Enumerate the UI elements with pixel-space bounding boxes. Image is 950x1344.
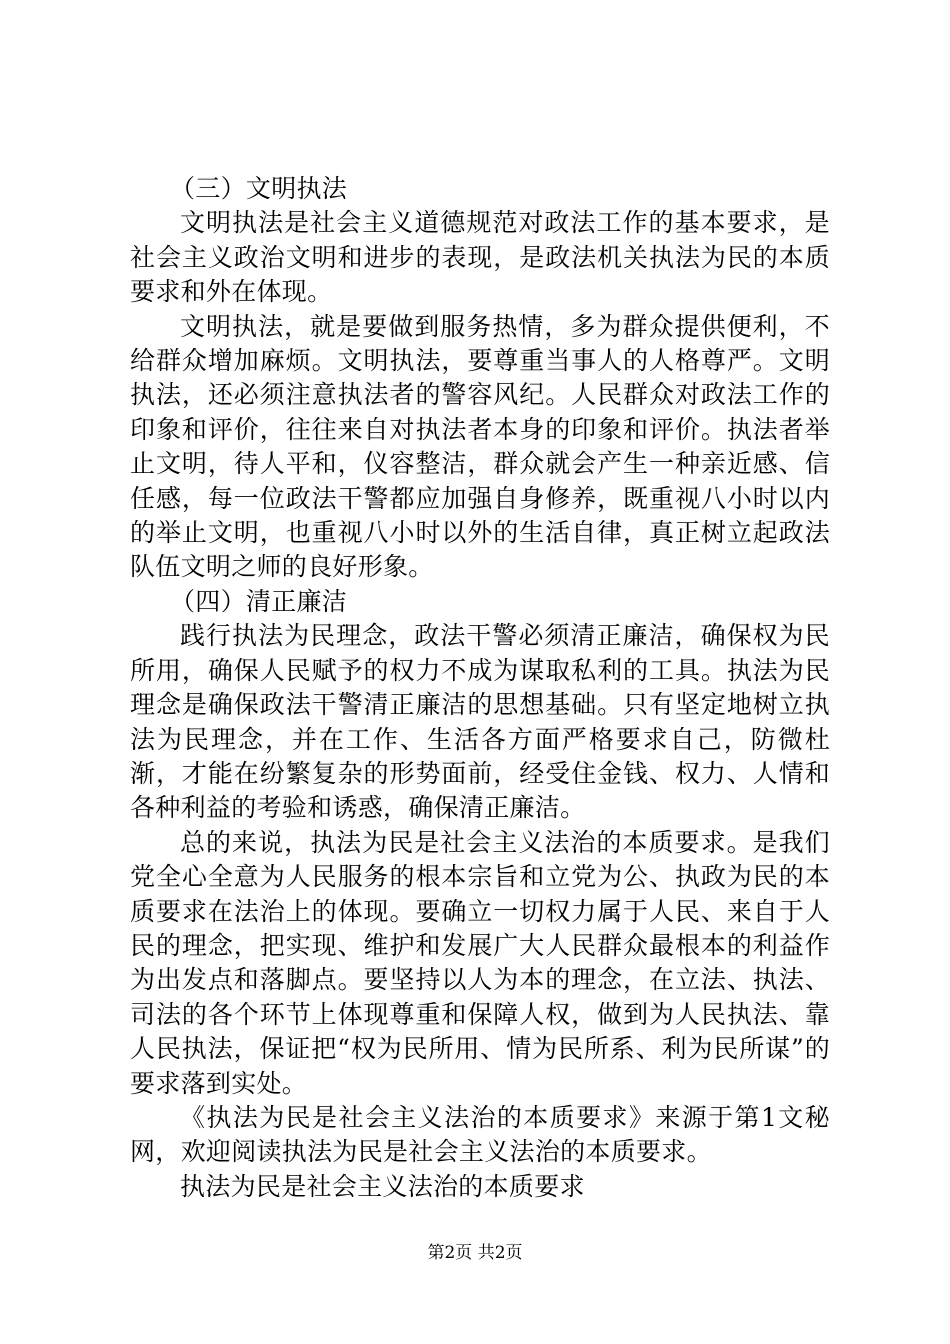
paragraph-civilized-enforcement-details: 文明执法，就是要做到服务热情，多为群众提供便利，不给群众增加麻烦。文明执法，要尊重当事人的人格尊严。文明执法，还必须注意执法者的警容风纪。人民群众对政法工作的印象和评价，往往来自对执法者本身的印象和评价。执法者举止文明，待人平和，仪容整洁，群众就会产生一种亲近感、信任感，每一位政法干警都应加强自身修养，既重视八小时以内的举止文明，也重视八小时以外的生活自律，真正树立起政法队伍文明之师的良好形象。 (130, 311, 830, 582)
section-heading-civilized-enforcement: （三）文明执法 (170, 174, 348, 203)
page-number-footer: 第2页 共2页 (427, 1243, 523, 1263)
paragraph-summary: 总的来说，执法为民是社会主义法治的本质要求。是我们党全心全意为人民服务的根本宗旨和立党为公、执政为民的本质要求在法治上的体现。要确立一切权力属于人民、来自于人民的理念，把实现、维护和发展广大人民群众最根本的利益作为出发点和落脚点。要坚持以人为本的理念，在立法、执法、司法的各个环节上体现尊重和保障人权，做到为人民执法、靠人民执法，保证把“权为民所用、情为民所系、利为民所谋”的要求落到实处。 (130, 827, 830, 1098)
paragraph-civilized-enforcement-definition: 文明执法是社会主义道德规范对政法工作的基本要求，是社会主义政治文明和进步的表现，是政法机关执法为民的本质要求和外在体现。 (130, 208, 830, 307)
document-body (130, 172, 830, 1204)
paragraph-closing-title: 执法为民是社会主义法治的本质要求 (180, 1171, 585, 1201)
section-heading-integrity: （四）清正廉洁 (170, 586, 348, 616)
paragraph-source-note: 《执法为民是社会主义法治的本质要求》来源于第1文秘网，欢迎阅读执法为民是社会主义法治的本质要求。 (130, 1102, 830, 1167)
paragraph-integrity: 践行执法为民理念，政法干警必须清正廉洁，确保权为民所用，确保人民赋予的权力不成为谋取私利的工具。执法为民理念是确保政法干警清正廉洁的思想基础。只有坚定地树立执法为民理念，并在工作、生活各方面严格要求自己，防微杜渐，才能在纷繁复杂的形势面前，经受住金钱、权力、人情和各种利益的考验和诱惑，确保清正廉洁。 (130, 621, 830, 823)
